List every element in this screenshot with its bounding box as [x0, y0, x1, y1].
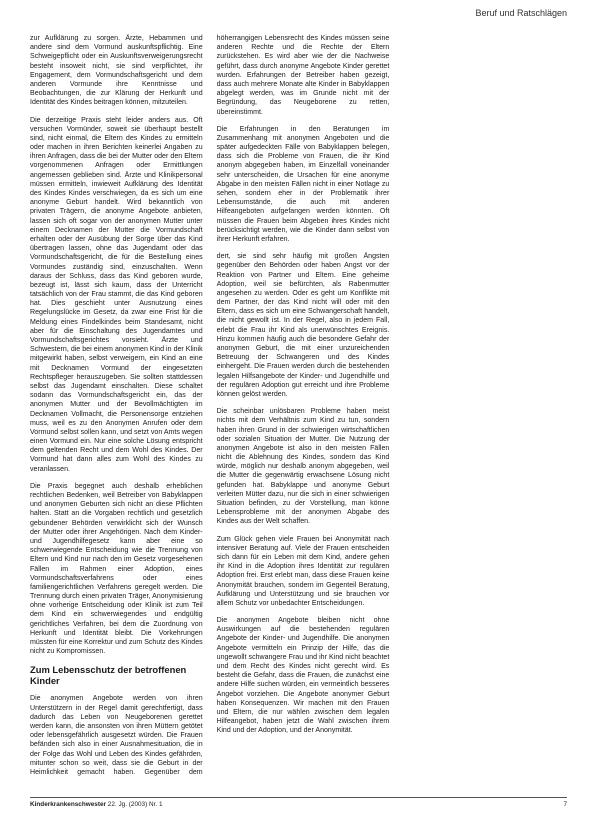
paragraph: zur Aufklärung zu sorgen. Ärzte, Hebammen und andere sind dem Vormund auskunftspflichtig. Eine Schweigepflicht oder ein Auskunftsverweigerungsrecht besteht insoweit nicht, sie sind verpflichtet, ihr Engagement, dem Vormundschaftsgericht und dem anderen Vormunde ihre Kenntnisse und Beobachtungen, die zur Klärung der Herkunft und Identität des Kindes beitragen können, mitzuteilen.: [30, 35, 203, 107]
footer-source: [30, 801, 163, 808]
paragraph: Zum Glück gehen viele Frauen bei Anonymität nach intensiver Beratung auf. Viele der Frauen entscheiden sich dann für ein Leben mit dem Kind, andere gehen ihr Kind in die Adoption ihres Identität zur regulären Adoption frei. Erst erlebt man, dass diese Frauen keine Anonymität brauchen, sondern im Gegenteil Beratung, Aufklärung und Unterstützung und sie brauchen vor allem Schutz vor unbedachter Entscheidungen.: [216, 535, 390, 607]
page-footer: [30, 797, 567, 808]
page-number: 7: [563, 801, 567, 808]
paragraph: Die anonymen Angebote werden von ihren Unterstützern in der Regel damit gerechtfertigt, dass dadurch das Leben von Neugeborenen gerettet werden kann, die ansonsten von ihren Müttern getötet oder lebensgefährlich ausgesetzt würden. Die Frauen befänden sich also in einer Ausnahmesituation, die in der Folge das Wohl und Leben des Kindes gefährden, mitunter schon so weit, dass sie die Geburt in der Heimlichkeit gemacht haben. Gegenüber dem höherrangigen Lebensrecht des Kindes müssen seine anderen Rechte und die Rechte der Eltern zurückstehen. Es wird aber wie der die Nachweise geführt, dass durch anonyme Angebote Kinder gerettet wurden. Erfahrungen der Betreiber haben gezeigt, dass auch mehrere Monate alte Kinder in Babyklappen abgelegt werden, was im Grunde nicht mit der Begründung, das Neugeborene zu retten, übereinstimmt.: [30, 35, 390, 776]
journal-issue: 22. Jg. (2003) Nr. 1: [107, 801, 163, 808]
paragraph: Die derzeitige Praxis steht leider anders aus. Oft versuchen Vormünder, soweit sie überhaupt bestellt sind, nicht einmal, die Eltern des Kindes zu ermitteln oder machen in ihren Berichten keinerlei Angaben zu ihren Anfragen, dass die bei der Mutter oder den Eltern vorgenommenen Anfragen oder Ermittlungen angemessen geblieben sind. Ärzte und Klinikpersonal müssen ermitteln, inwieweit Aufklärung des Identität des Kindes Kindes verschwiegen, da es sich um eine anonyme Geburt handelt. Wird bekanntlich von privaten Trägern, die anonyme Angebote anbieten, lassen sich oft sogar von der anonymen Mutter unter einem Decknamen der Mutter die Vormundschaft erhalten oder der Ausübung der Sorge über das Kind übertragen lassen, ohne das Jugendamt oder das Vormundschaftsgericht, die für die Bestellung eines Vormundes zuständig sind, einzuschalten. Wenn daraus der Schluss, dass das Kind geboren wurde, bezeugt ist, lässt sich kaum, dass der Unterricht tatsächlich von der Frau stammt, die das Kind geboren hat. Dies geschieht unter Ausnutzung eines Regelungslücke im Gesetz, da zwar eine Frist für die Meldung eines Findelkindes beim Standesamt, nicht aber für die Einschaltung des Jugendamtes und Vormundschaftsgerichtes vorsieht. Ärzte und Schwestern, die bei einem anonymen Kind in der Klinik mitgewirkt haben, selbst verweigern, ein Kind an eine mit Decknamen Vormund der eingesetzten Rechtspfleger herauszugeben. Sie sollten stattdessen selbst das Jugendamt einschalten. Diese schaltet sodann das Vormundschaftsgericht ein, das der anonymen Mutter und der Bevollmächtigten im Decknamen Vollmacht, die Personensorge entziehen muss, weil es zu den Anonymen Anrufen oder dem Vormund selbst sollen kann, und setzt von Amts wegen einen Vormund ein. Nur eine solche Lösung entspricht dem geltenden Recht und dem Wohl des Kindes. Der Vormund hat dann alles zum Wohl des Kindes zu veranlassen.: [30, 116, 203, 473]
paragraph: Die Erfahrungen in den Beratungen im Zusammenhang mit anonymen Angeboten und die später aufgedeckten Fälle von Babyklappen belegen, dass sich die Probleme von Frauen, die ihr Kind anonym abgegeben haben, im Einzelfall voneinander sehr unterscheiden, die Ursachen für eine anonyme Abgabe in den meisten Fällen nicht in einer Notlage zu sehen, sondern eher in der Problematik ihrer Lebensumstände, die auch mit anderen Hilfeangeboten aufgefangen werden könnten. Oft müssen die Frauen beim Abgeben ihres Kindes nicht berücksichtigt werden, wie die Kinder dann selbst von ihrer Herkunft erfahren.: [216, 125, 390, 243]
running-head: Beruf und Ratschlägen: [475, 8, 567, 18]
paragraph: dert, sie sind sehr häufig mit großen Ängsten gegenüber den Behörden oder haben Angst vor der Reaktion von Partner und Eltern. Eine geheime Adoption, weil sie befürchten, als Rabenmutter angesehen zu werden. Oder es geht um Konflikte mit dem Partner, der das Kind nicht will oder mit den Eltern, dass es sich um eine Schwangerschaft handelt, die nicht gewollt ist. In der Regel, also in jedem Fall, erlebt die Frau ihr Kind als unerwünschtes Ereignis. Hinzu kommen häufig auch die besondere Gefahr der anonymen Geburt, die mit einer unzureichenden Betreuung der Schwangeren und des Kindes einhergeht. Die Frauen werden durch die bestehenden legalen Hilfsangebote der Kinder- und Jugendhilfe und der regulären Adoption gut erreicht und ihre Probleme können gelöst werden.: [216, 253, 390, 398]
journal-name: Kinderkrankenschwester: [30, 801, 107, 808]
paragraph: Die scheinbar unlösbaren Probleme haben meist nichts mit dem Verhältnis zum Kind zu tun, sondern haben ihren Grund in der schwierigen wirtschaftlichen oder sozialen Situation der Mutter. Die Nutzung der anonymen Angebote ist also in den meisten Fällen nicht die Ablehnung des Kindes, sondern das Kind würde, möglich nur deshalb anonym abgegeben, weil die Mutter die gegenwärtig erwachsene Lösung nicht gefunden hat. Babyklappe und anonyme Geburt verleiten Mütter dazu, nur die sich in einer schwierigen Situation befinden, zu der Vorstellung, man könne Lebensprobleme mit der anonymen Abgabe des Kindes aus der Welt schaffen.: [216, 408, 390, 526]
paragraph: Die anonymen Angebote bleiben nicht ohne Auswirkungen auf die bestehenden regulären Angebote der Kinder- und Jugendhilfe. Die anonymen Angebote vermitteln ein Prinzip der Hilfe, das die ungewollt schwangere Frau und ihr Kind nicht beachtet und dem Recht des Kindes nicht gerecht wird. Es besteht die Gefahr, dass die Frauen, die zunächst eine andere Hilfe suchen würden, ein vermeintlich besseres Angebot vorziehen. Die Angebote anonymer Geburt haben Konsequenzen. Wir machen mit den Frauen und Eltern, die nur wählen zwischen dem legalen Hilfeangebot, haben jetzt die Wahl zwischen ihrem Kind und der Adoption, und der Anonymität.: [216, 617, 390, 735]
paragraph: Die Praxis begegnet auch deshalb erheblichen rechtlichen Bedenken, weil Betreiber von Babyklappen und anonymen Geburten sich nicht an diese Pflichten halten. Statt an die Vorgaben rechtlich und gesetzlich gebundener Behörden verwirklicht sich der Wunsch der Mutter oder ihrer Angehörigen. Nach dem Kinder- und Jugendhilfegesetz kann aber eine so schwerwiegende Entscheidung wie die Trennung von Eltern und Kind nur nach den im Gesetz vorgesehenen Fällen im Rahmen einer Adoption, eines Vormundschaftsverfahrens oder eines familiengerichtlichen Verfahrens geregelt werden. Die Trennung durch einen privaten Träger, Anonymisierung ohne vorherige Entscheidung oder Klinik ist zum Teil dem Kind ein schwerwiegendes und endgültig gerichtliches Verfahren, bei dem die Zuordnung von Herkunft und Identität bleibt. Die Vorkehrungen müssten für eine Korrektur und zum Schutz des Kindes nicht zu Kompromissen.: [30, 482, 203, 656]
article-body: [30, 34, 576, 786]
section-heading: Zum Lebensschutz der betroffenen Kinder: [30, 664, 187, 687]
